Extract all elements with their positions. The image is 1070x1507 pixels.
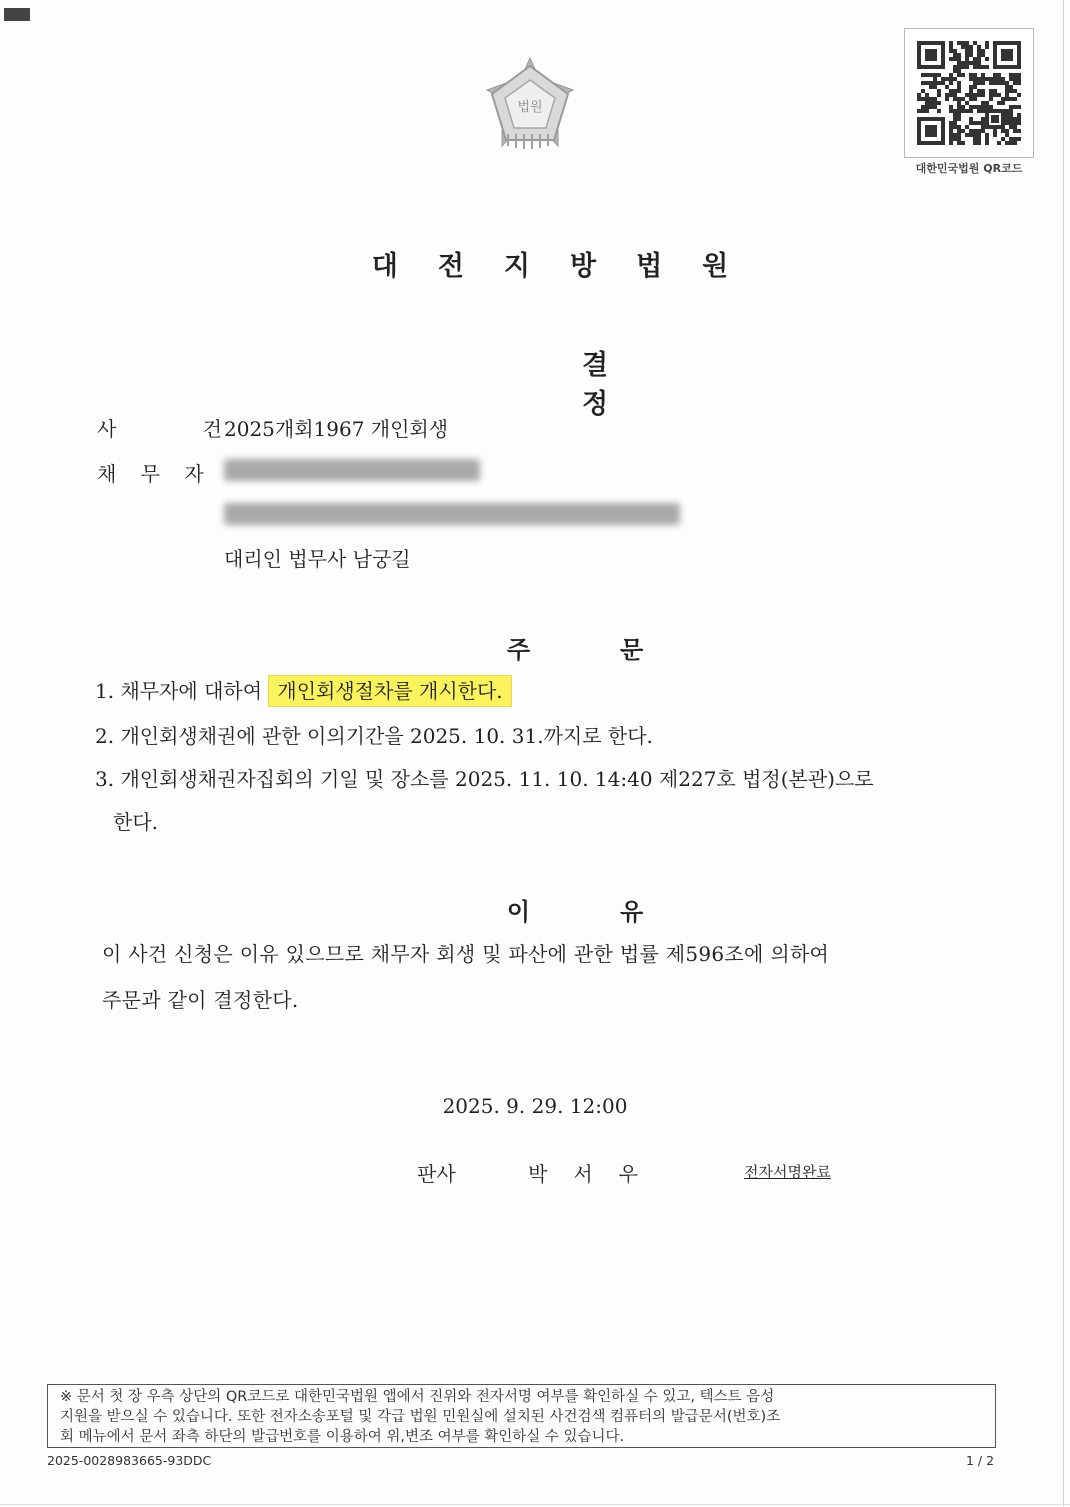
scan-edge-bottom xyxy=(0,1504,1070,1505)
order-item-1 xyxy=(95,675,512,704)
seal-text: 법원 xyxy=(517,100,543,115)
debtor-name-redacted xyxy=(224,459,480,481)
reason-line-1: 이 사건 신청은 이유 있으므로 채무자 회생 및 파산에 관한 법률 제596조에 의하여 xyxy=(102,942,830,966)
case-label: 사 건 xyxy=(97,417,262,441)
order-item-1-text: 1. 채무자에 대하여 xyxy=(95,679,263,703)
page-indicator: 1 / 2 xyxy=(966,1453,995,1468)
issue-number: 2025-0028983665-93DDC xyxy=(47,1453,212,1468)
verification-notice xyxy=(47,1384,996,1448)
decision-datetime: 2025. 9. 29. 12:00 xyxy=(442,1094,628,1118)
debtor-agent: 대리인 법무사 남궁길 xyxy=(224,547,411,571)
qr-code xyxy=(904,28,1034,158)
court-seal-icon xyxy=(478,54,582,158)
scan-edge-right xyxy=(1063,0,1064,1507)
notice-line-1: ※ 문서 첫 장 우측 상단의 QR코드로 대한민국법원 앱에서 진위와 전자서명 여부를 확인하실 수 있고, 텍스트 음성 xyxy=(60,1389,775,1405)
debtor-label: 채 무 자 xyxy=(97,462,213,486)
notice-line-3: 회 메뉴에서 문서 좌측 하단의 발급번호를 이용하여 위,변조 여부를 확인하실 수 있습니다. xyxy=(60,1429,625,1445)
order-item-3: 3. 개인회생채권자집회의 기일 및 장소를 2025. 11. 10. 14:40 제227호 법정(본관)으로 xyxy=(95,767,874,791)
order-item-1-highlight: 개인회생절차를 개시한다. xyxy=(268,675,511,707)
reason-line-2: 주문과 같이 결정한다. xyxy=(102,988,299,1012)
document-title: 결정 xyxy=(581,350,739,420)
reason-heading: 이유 xyxy=(506,898,734,926)
order-item-2: 2. 개인회생채권에 관한 이의기간을 2025. 10. 31.까지로 한다. xyxy=(95,724,653,748)
order-heading: 주문 xyxy=(506,636,734,664)
judge-name: 박서우 xyxy=(528,1162,664,1186)
judge-title: 판사 xyxy=(417,1162,456,1186)
debtor-address-redacted xyxy=(224,503,680,525)
notice-line-2: 지원을 받으실 수 있습니다. 또한 전자소송포털 및 각급 법원 민원실에 설치된 사건검색 컴퓨터의 발급문서(번호)조 xyxy=(60,1409,781,1425)
qr-code-icon xyxy=(917,41,1021,145)
order-item-3-continued: 한다. xyxy=(113,810,158,834)
electronic-signature-mark: 전자서명완료 xyxy=(744,1163,831,1181)
qr-code-label: 대한민국법원 QR코드 xyxy=(915,162,1023,175)
court-name: 대전지방법원 xyxy=(371,251,769,282)
case-number: 2025개회1967 개인회생 xyxy=(224,417,449,441)
scan-corner-mark xyxy=(4,8,30,21)
